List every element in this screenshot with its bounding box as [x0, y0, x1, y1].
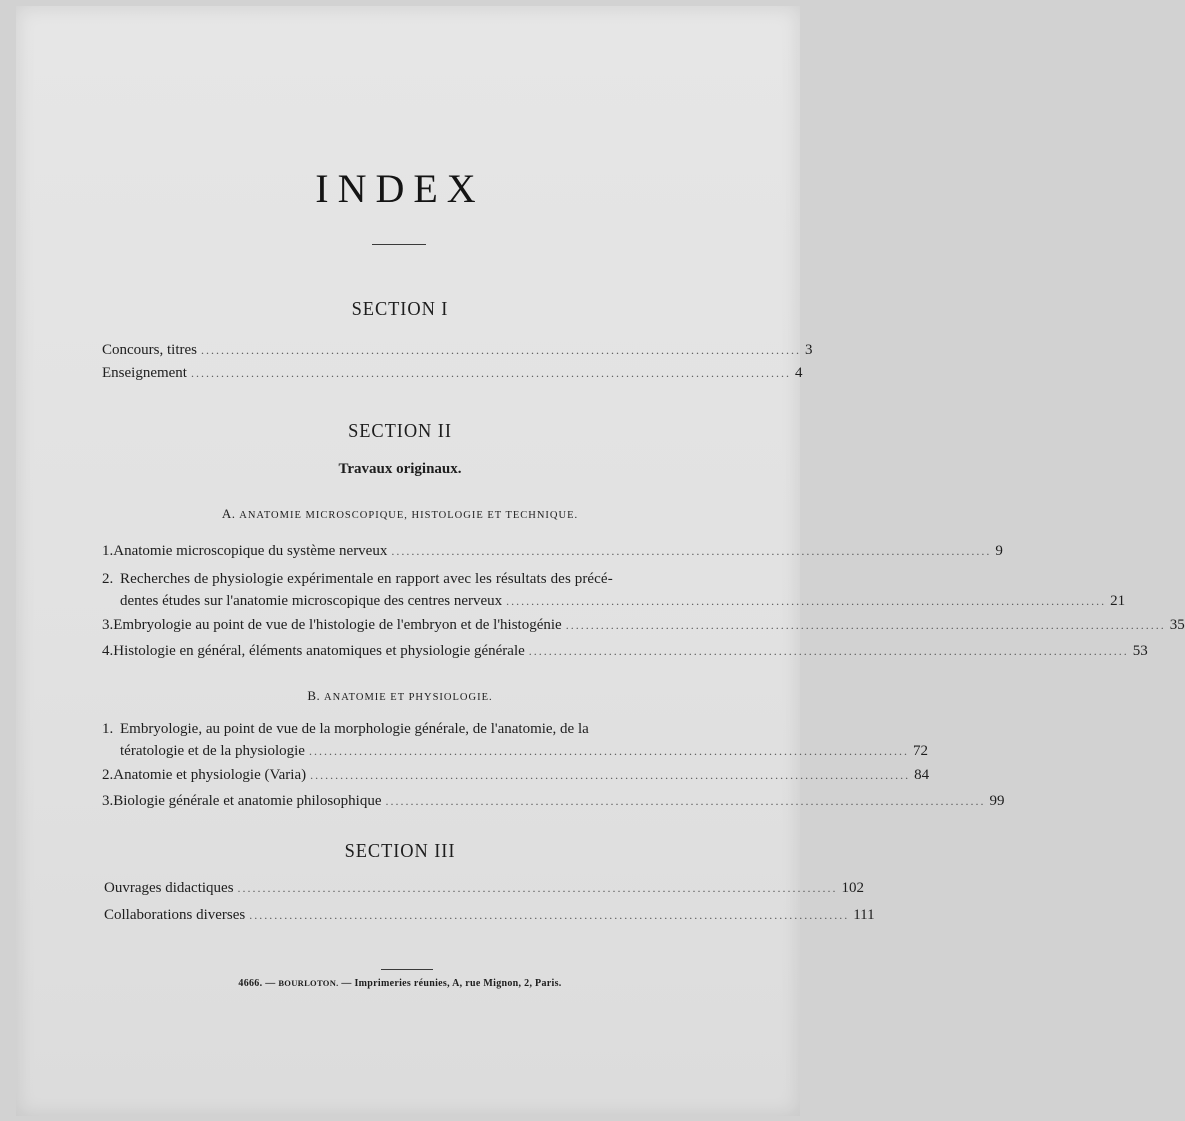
imprint-printer: BOURLOTON.: [278, 978, 339, 988]
dot-leader: ........................................................................................................................: [308, 744, 909, 758]
dot-leader: ........................................................................................................................: [385, 794, 986, 808]
entry-number: 2.: [102, 571, 114, 587]
toc-entry[interactable]: [102, 568, 1126, 612]
entry-page: 72: [912, 743, 928, 759]
entry-page: 4: [794, 365, 803, 381]
dot-leader: ........................................................................................................................: [565, 618, 1166, 632]
part-a-heading: [0, 506, 800, 522]
imprint-rule: [381, 969, 433, 970]
part-b-title: ANATOMIE ET PHYSIOLOGIE.: [324, 692, 493, 703]
entry-label-line1: Recherches de physiologie expérimentale en rapport avec les résultats des précé-: [120, 571, 613, 587]
toc-entry[interactable]: [102, 640, 1148, 662]
dot-leader: ........................................................................................................................: [310, 768, 911, 782]
entry-label: dentes études sur l'anatomie microscopique des centres nerveux: [120, 593, 503, 609]
entry-page: 99: [989, 793, 1005, 809]
dot-leader: ........................................................................................................................: [506, 594, 1107, 608]
imprint-address: — Imprimeries réunies, A, rue Mignon, 2, Paris.: [341, 978, 562, 989]
dot-leader: ........................................................................................................................: [391, 544, 992, 558]
entry-label: Histologie en général, éléments anatomiques et physiologie générale: [113, 643, 525, 659]
dot-leader: ........................................................................................................................: [190, 366, 791, 380]
entry-page: 35: [1169, 617, 1185, 633]
toc-entry[interactable]: [102, 362, 803, 384]
toc-entry[interactable]: [104, 904, 875, 926]
entry-page: 9: [995, 543, 1003, 559]
entry-page: 3: [805, 342, 813, 358]
toc-entry[interactable]: [102, 718, 928, 762]
entry-number: 2.: [102, 767, 114, 783]
toc-entry[interactable]: [102, 790, 1005, 812]
entry-label: Anatomie et physiologie (Varia): [113, 767, 307, 783]
part-b-letter: B.: [307, 688, 321, 703]
entry-label: Anatomie microscopique du système nerveux: [113, 543, 388, 559]
section-3-heading: SECTION III: [344, 840, 456, 862]
entry-page: 84: [914, 767, 930, 783]
toc-entry[interactable]: [102, 339, 813, 361]
toc-entry[interactable]: [102, 614, 1185, 636]
section-2-heading: SECTION II: [348, 420, 452, 442]
imprint-line: [0, 978, 800, 989]
entry-page: 102: [841, 880, 865, 896]
page-title: INDEX: [315, 166, 485, 211]
entry-page: 21: [1110, 593, 1126, 609]
entry-number: 3.: [102, 793, 114, 809]
section-1-heading: SECTION I: [351, 298, 449, 320]
entry-label: Concours, titres: [102, 342, 197, 358]
entry-label: Enseignement: [102, 365, 187, 381]
toc-entry[interactable]: [102, 764, 930, 786]
imprint-code: 4666. —: [238, 978, 276, 989]
dot-leader: ........................................................................................................................: [249, 908, 850, 922]
dot-leader: ........................................................................................................................: [201, 343, 801, 357]
toc-entry[interactable]: [102, 540, 1003, 562]
title-rule: [372, 244, 426, 245]
part-b-heading: [0, 688, 800, 704]
entry-number: 1.: [102, 543, 114, 559]
entry-page: 111: [853, 907, 875, 923]
dot-leader: ........................................................................................................................: [237, 881, 838, 895]
entry-number: 4.: [102, 643, 114, 659]
entry-label: Embryologie au point de vue de l'histologie de l'embryon et de l'histogénie: [113, 617, 562, 633]
part-a-letter: A.: [221, 506, 236, 521]
entry-label: Ouvrages didactiques: [104, 880, 234, 896]
entry-number: 3.: [102, 617, 114, 633]
dot-leader: ........................................................................................................................: [528, 644, 1129, 658]
entry-label-line1: Embryologie, au point de vue de la morphologie générale, de l'anatomie, de la: [120, 721, 589, 737]
entry-page: 53: [1132, 643, 1148, 659]
toc-entry[interactable]: [104, 877, 865, 899]
entry-number: 1.: [102, 721, 114, 737]
section-2-subtitle: Travaux originaux.: [338, 461, 462, 477]
entry-label: Collaborations diverses: [104, 907, 246, 923]
entry-label: tératologie et de la physiologie: [120, 743, 305, 759]
part-a-title: ANATOMIE MICROSCOPIQUE, HISTOLOGIE ET TECHNIQUE.: [239, 510, 579, 521]
entry-label: Biologie générale et anatomie philosophique: [113, 793, 382, 809]
